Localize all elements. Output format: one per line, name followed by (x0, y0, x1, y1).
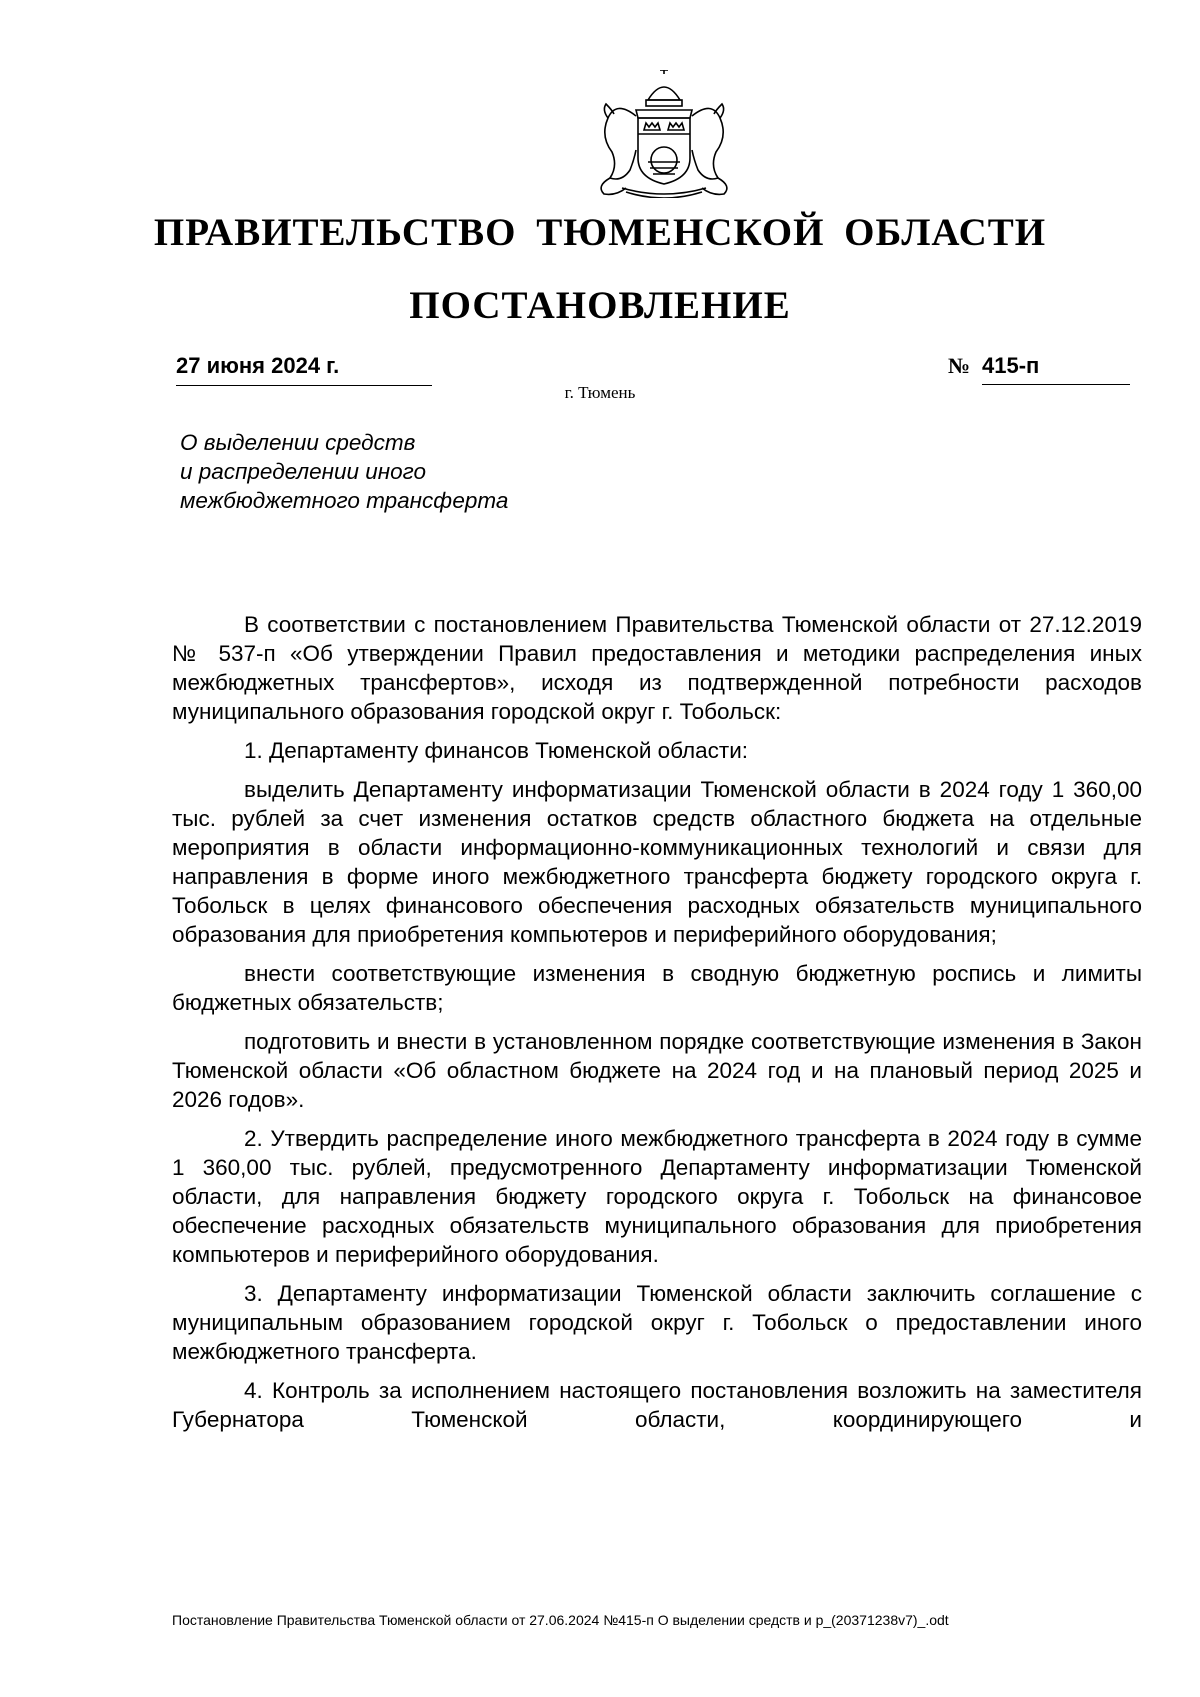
body-paragraph: 2. Утвердить распределение иного межбюджетного трансферта в 2024 году в сумме 1 360,00 тыс. рублей, предусмотренного Департаменту информатизации Тюменской области, для направления бюджету городского округа г. Тобольск на финансовое обеспечение расходных обязательств муниципального образования для приобретения компьютеров и периферийного оборудования. (172, 1126, 1142, 1267)
subject-line: и распределении иного (180, 459, 427, 484)
document-city: г. Тюмень (564, 383, 636, 402)
body-paragraph: В соответствии с постановлением Правительства Тюменской области от 27.12.2019 № 537-п «Об утверждении Правил предоставления и методики распределения иных межбюджетных трансфертов», исходя из подтвержденной потребности расходов муниципального образования городской округ г. Тобольск: (172, 612, 1142, 724)
body-paragraph: 3. Департаменту информатизации Тюменской области заключить соглашение с муниципальным образованием городской округ г. Тобольск о предоставлении иного межбюджетного трансферта. (172, 1281, 1142, 1364)
body-paragraph: выделить Департаменту информатизации Тюменской области в 2024 году 1 360,00 тыс. рублей за счет изменения остатков средств областного бюджета на отдельные мероприятия в области информационно-коммуникационных технологий и связи для направления в форме иного межбюджетного трансферта бюджету городского округа г. Тобольск в целях финансового обеспечения расходных обязательств муниципального образования для приобретения компьютеров и периферийного оборудования; (172, 777, 1142, 947)
document-type-title: ПОСТАНОВЛЕНИЕ (409, 284, 791, 327)
document-number-field (948, 353, 1130, 385)
body-paragraph: 4. Контроль за исполнением настоящего постановления возложить на заместителя Губернатора Тюменской области, координирующего и (172, 1378, 1142, 1432)
subject-line: О выделении средств (180, 430, 416, 455)
document-number: 415-п (982, 353, 1130, 385)
body-paragraph: внести соответствующие изменения в сводную бюджетную роспись и лимиты бюджетных обязательств; (172, 961, 1142, 1015)
number-sign: № (948, 353, 971, 378)
document-subject (180, 428, 640, 515)
organization-title: ПРАВИТЕЛЬСТВО ТЮМЕНСКОЙ ОБЛАСТИ (153, 211, 1047, 254)
body-paragraph: подготовить и внести в установленном порядке соответствующие изменения в Закон Тюменской области «Об областном бюджете на 2024 год и на плановый период 2025 и 2026 годов». (172, 1029, 1142, 1112)
page-footer: Постановление Правительства Тюменской области от 27.06.2024 №415-п О выделении средств и р_(20371238v7)_.odt (172, 1612, 949, 1628)
subject-line: межбюджетного трансферта (180, 488, 509, 513)
body-paragraph: 1. Департаменту финансов Тюменской области: (244, 738, 749, 763)
document-body (172, 610, 1142, 1434)
coat-of-arms-icon (586, 70, 742, 198)
document-date: 27 июня 2024 г. (176, 353, 432, 386)
